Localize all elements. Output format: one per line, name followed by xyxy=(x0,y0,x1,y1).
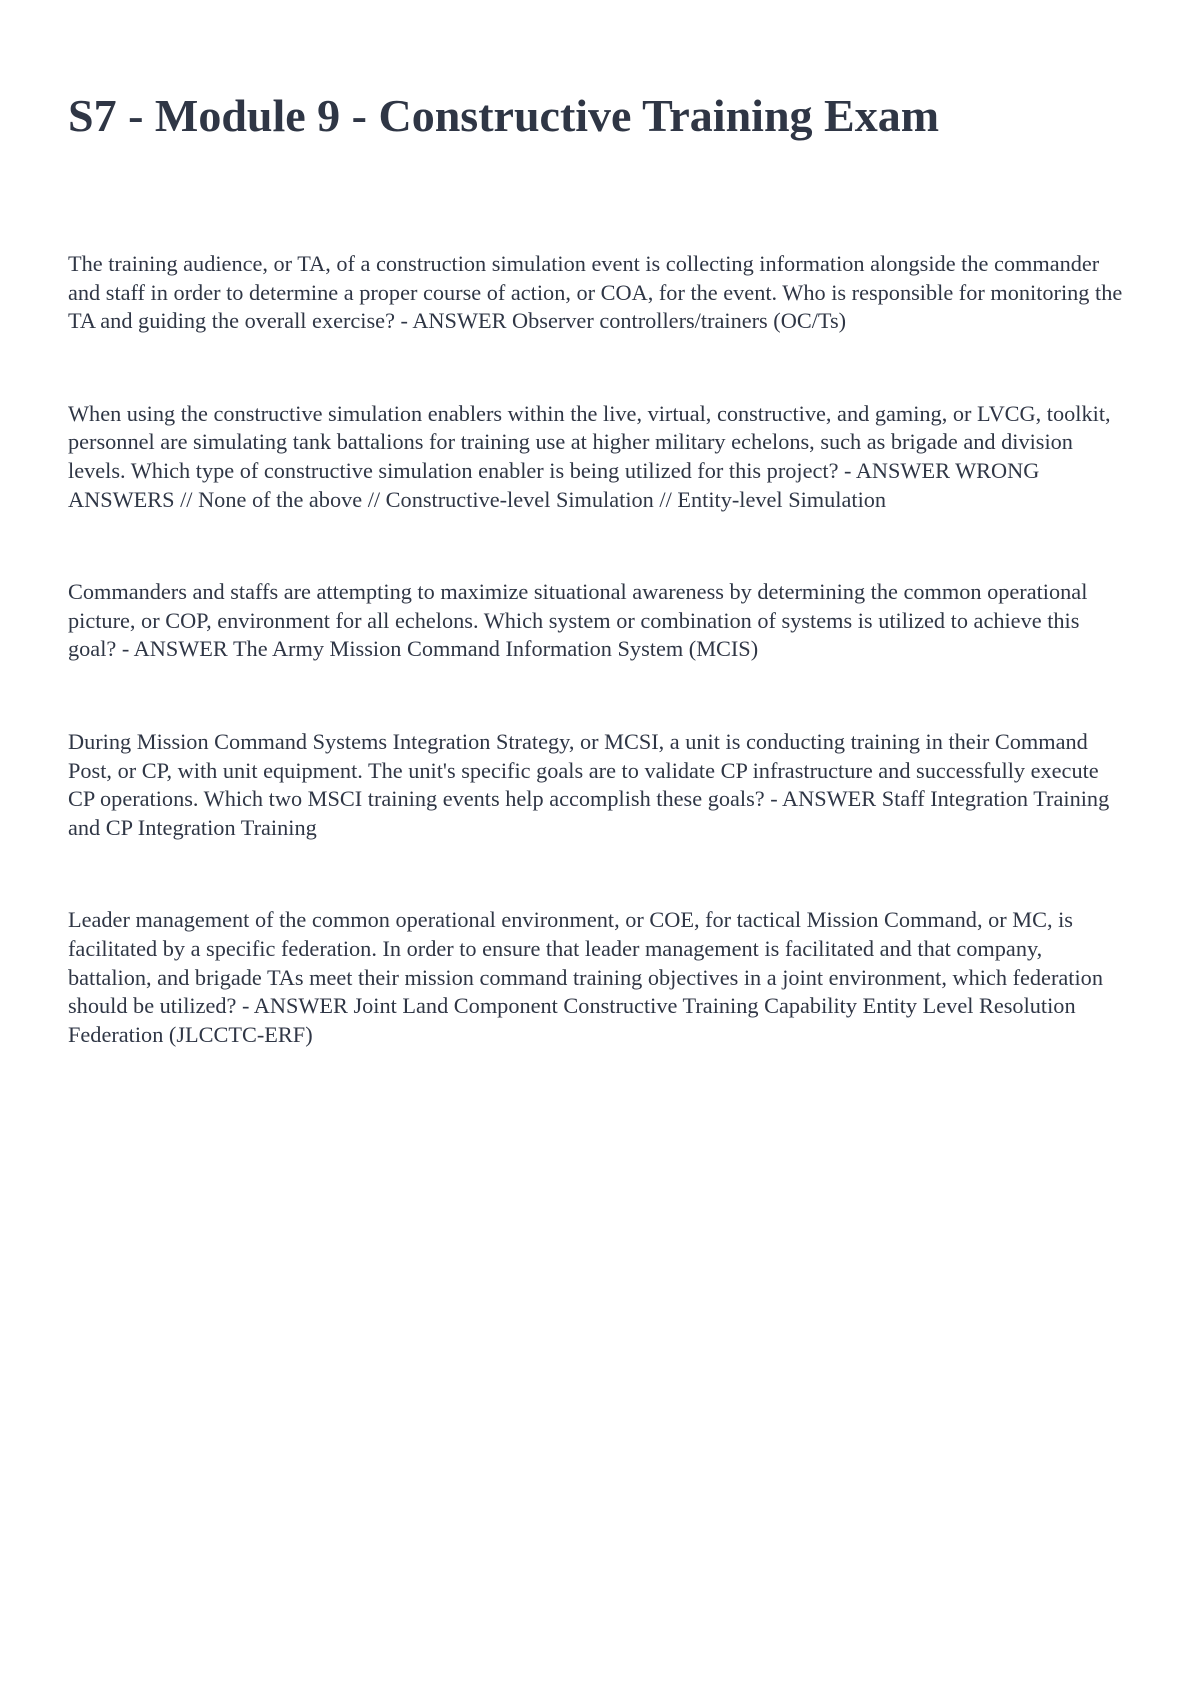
qa-item: The training audience, or TA, of a construction simulation event is collecting information alongside the commander and staff in order to determine a proper course of action, or COA, for the event. Who is responsible for monitoring the TA and guiding the overall exercise? - ANSWER Observer controllers/trainers (OC/Ts) xyxy=(68,251,1123,334)
question-answer-list xyxy=(68,250,1128,1113)
qa-item: Leader management of the common operational environment, or COE, for tactical Mission Command, or MC, is facilitated by a specific federation. In order to ensure that leader management is facilitated and that company, battalion, and brigade TAs meet their mission command training objectives in a joint environment, which federation should be utilized? - ANSWER Joint Land Component Constructive Training Capability Entity Level Resolution Federation (JLCCTC-ERF) xyxy=(68,907,1103,1047)
document-title: S7 - Module 9 - Constructive Training Exam xyxy=(68,90,940,141)
qa-item: When using the constructive simulation enablers within the live, virtual, constructive, and gaming, or LVCG, toolkit, personnel are simulating tank battalions for training use at higher military echelons, such as brigade and division levels. Which type of constructive simulation enabler is being utilized for this project? - ANSWER WRONG ANSWERS // None of the above // Constructive-level Simulation // Entity-level Simulation xyxy=(68,400,1111,512)
qa-item: During Mission Command Systems Integration Strategy, or MCSI, a unit is conducting training in their Command Post, or CP, with unit equipment. The unit's specific goals are to validate CP infrastructure and successfully execute CP operations. Which two MSCI training events help accomplish these goals? - ANSWER Staff Integration Training and CP Integration Training xyxy=(68,728,1110,840)
qa-item: Commanders and staffs are attempting to maximize situational awareness by determining the common operational picture, or COP, environment for all echelons. Which system or combination of systems is utilized to achieve this goal? - ANSWER The Army Mission Command Information System (MCIS) xyxy=(68,579,1088,662)
